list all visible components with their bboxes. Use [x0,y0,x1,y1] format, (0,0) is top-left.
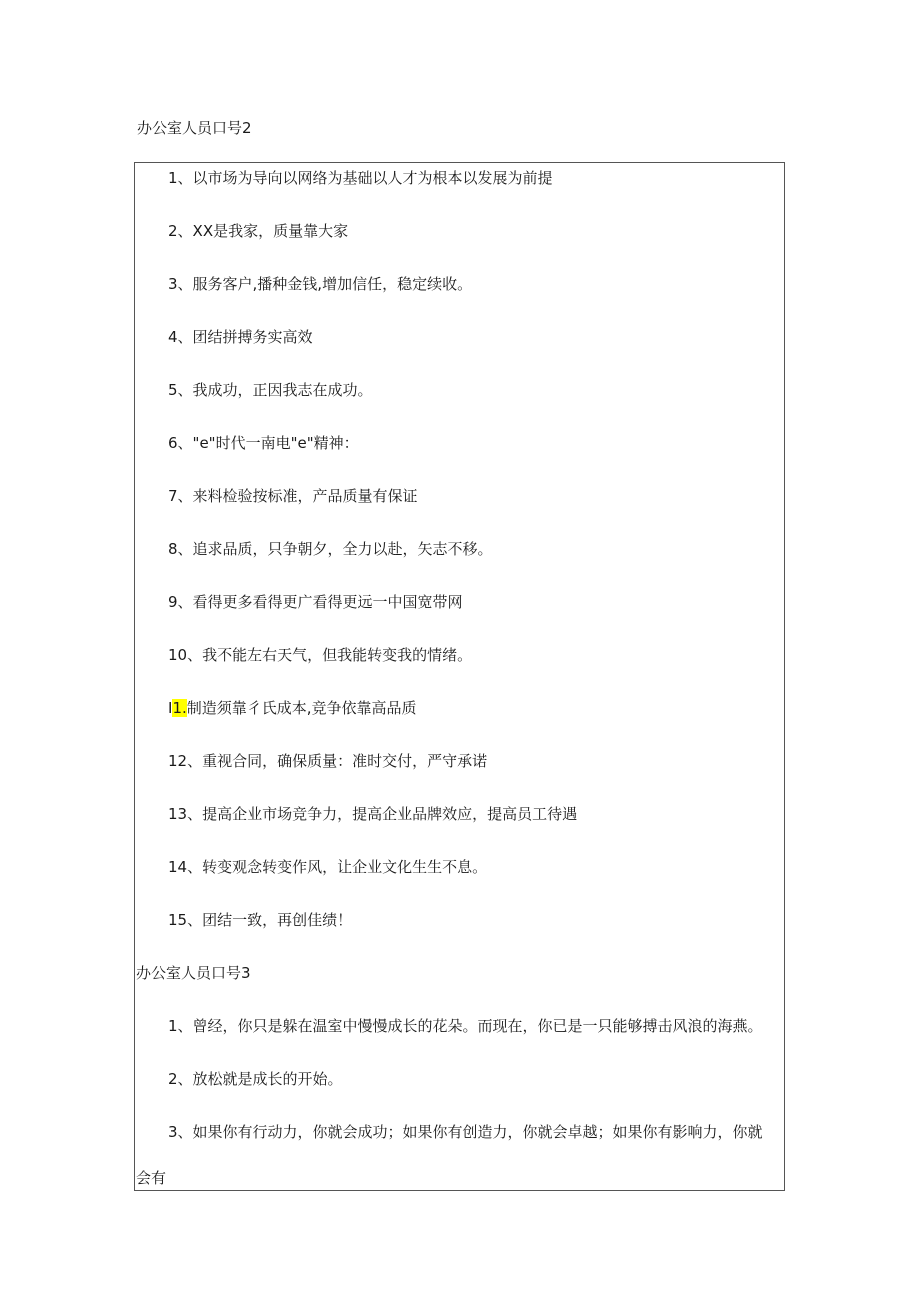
highlighted-text: 1. [172,699,187,717]
slogan-item-7: 7、来料检验按标准，产品质量有保证 [168,487,418,505]
slogan-item-4: 4、团结拼搏务实高效 [168,328,313,346]
slogan-item-12: 12、重视合同，确保质量：准时交付，严守承诺 [168,752,488,770]
section-title-2: 办公室人员口号2 [137,119,252,137]
slogan-item-5: 5、我成功，正因我志在成功。 [168,381,373,399]
slogan-item-8: 8、追求品质，只争朝夕，全力以赴，矢志不移。 [168,540,493,558]
slogan3-item-2: 2、放松就是成长的开始。 [168,1070,343,1088]
slogan-item-13: 13、提高企业市场竞争力，提高企业品牌效应，提高员工待遇 [168,805,578,823]
slogan-item-11 [168,698,417,718]
slogan-item-14: 14、转变观念转变作风，让企业文化生生不息。 [168,858,488,876]
slogan-item-9: 9、看得更多看得更广看得更远一中国宽带网 [168,593,463,611]
slogan-item-6: 6、"e"时代一南电"e"精神： [168,434,359,452]
slogan-item-15: 15、团结一致，再创佳绩！ [168,911,353,929]
slogan3-item-3: 3、如果你有行动力，你就会成功；如果你有创造力，你就会卓越；如果你有影响力，你就 [168,1123,763,1141]
slogan-item-11-prefix: I [168,699,173,717]
slogan3-item-1: 1、曾经，你只是躲在温室中慢慢成长的花朵。而现在，你已是一只能够搏击风浪的海燕。 [168,1017,763,1035]
slogan-item-11-text: 制造须靠彳氏成本,竞争依靠高品质 [186,699,417,717]
slogan-item-1: 1、以市场为导向以网络为基础以人才为根本以发展为前提 [168,169,553,187]
slogan-item-10: 10、我不能左右天气，但我能转变我的情绪。 [168,646,473,664]
slogan-table [134,162,785,1191]
slogan3-item-3-continuation: 会有 [136,1169,167,1187]
slogan-item-3: 3、服务客户,播种金钱,增加信任，稳定续收。 [168,275,473,293]
section-title-3: 办公室人员口号3 [136,964,251,982]
slogan-item-2: 2、XX是我家，质量靠大家 [168,222,349,240]
